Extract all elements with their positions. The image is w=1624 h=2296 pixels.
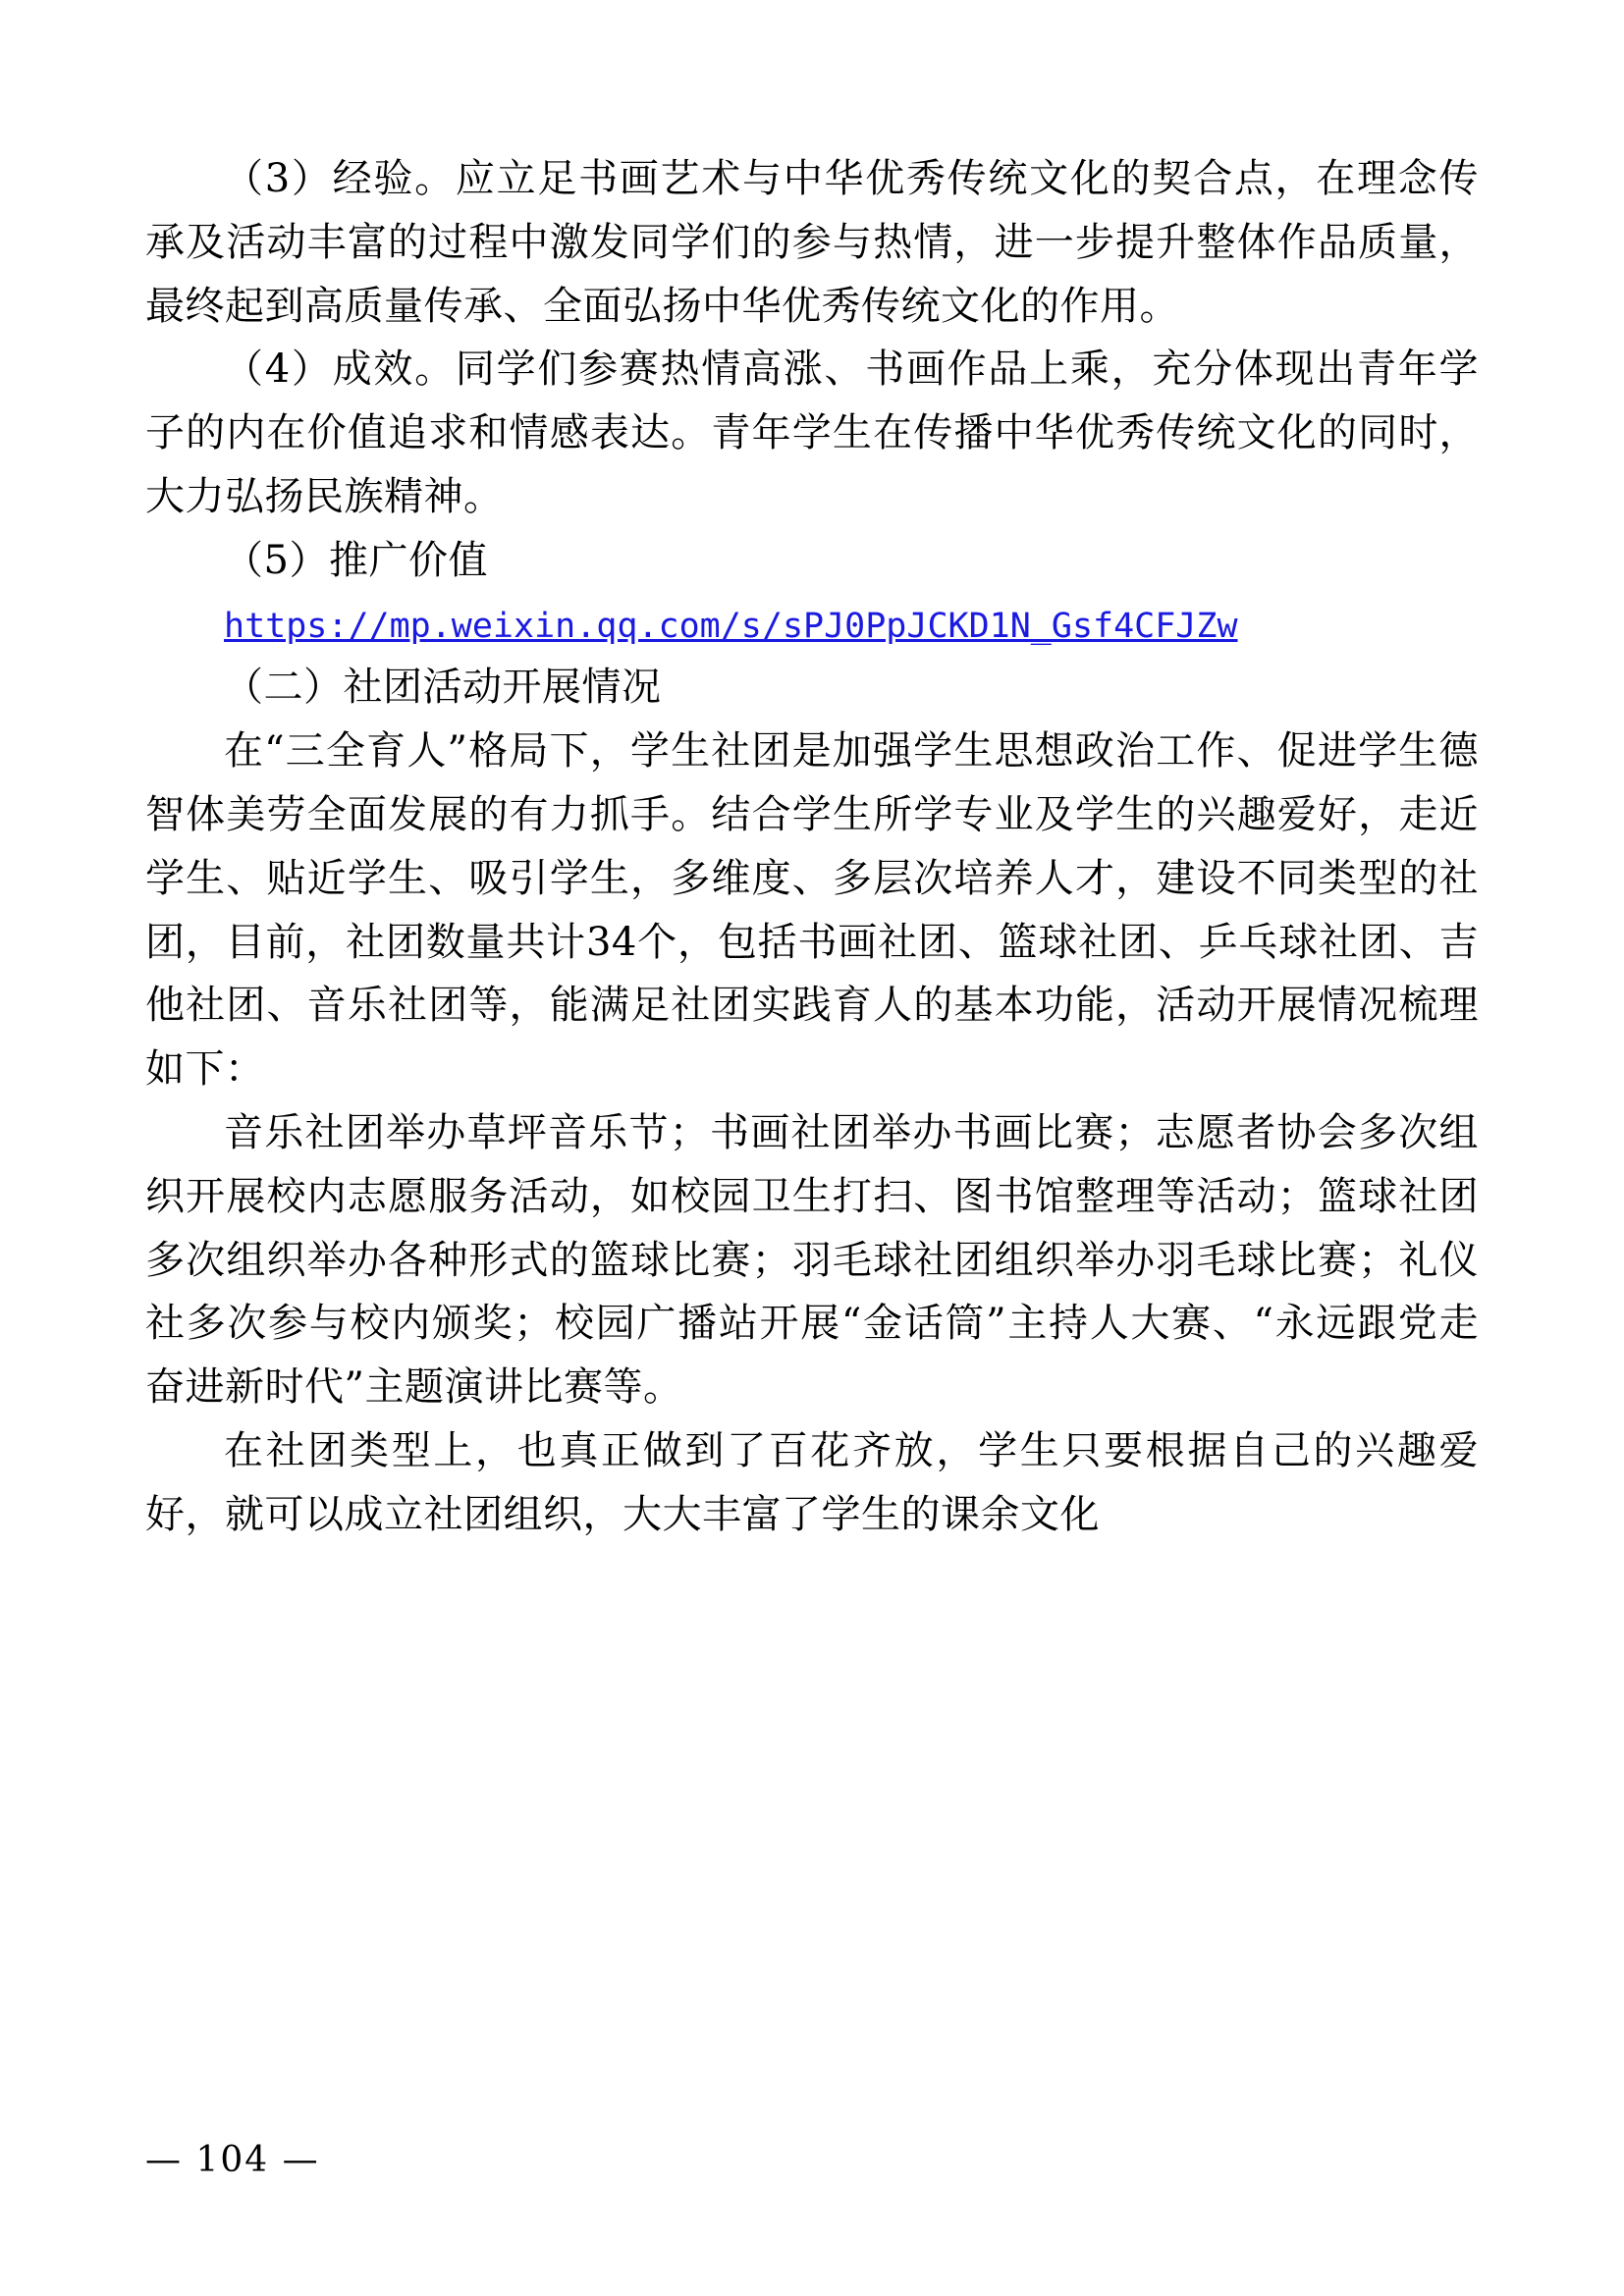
page-number: — 104 — [145,2140,320,2180]
section-heading-club-activities: （二）社团活动开展情况 [224,665,662,711]
document-body [145,147,1479,1547]
paragraph-club-overview: 在“三全育人”格局下，学生社团是加强学生思想政治工作、促进学生德智体美劳全面发展的有力抓手。结合学生所学专业及学生的兴趣爱好，走近学生、贴近学生、吸引学生，多维度、多层次培养人才，建设不同类型的社团，目前，社团数量共计34个，包括书画社团、篮球社团、乒乓球社团、吉他社团、音乐社团等，能满足社团实践育人的基本功能，活动开展情况梳理如下： [145,728,1479,1093]
paragraph-effectiveness: （4）成效。同学们参赛热情高涨、书画作品上乘，充分体现出青年学子的内在价值追求和情感表达。青年学生在传播中华优秀传统文化的同时，大力弘扬民族精神。 [145,347,1479,519]
paragraph-club-activities-list: 音乐社团举办草坪音乐节；书画社团举办书画比赛；志愿者协会多次组织开展校内志愿服务活动，如校园卫生打扫、图书馆整理等活动；篮球社团多次组织举办各种形式的篮球比赛；羽毛球社团组织举办羽毛球比赛；礼仪社多次参与校内颁奖；校园广播站开展“金话筒”主持人大赛、“永远跟党走 奋进新时代”主题演讲比赛等。 [145,1109,1479,1411]
paragraph-promotion-value: （5）推广价值 [224,537,488,583]
article-link[interactable]: https://mp.weixin.qq.com/s/sPJ0PpJCKD1N_Gsf4CFJZw [224,606,1238,646]
link-paragraph [145,593,1479,657]
paragraph-club-types: 在社团类型上，也真正做到了百花齐放，学生只要根据自己的兴趣爱好，就可以成立社团组织，大大丰富了学生的课余文化 [145,1427,1479,1537]
paragraph-experience: （3）经验。应立足书画艺术与中华优秀传统文化的契合点，在理念传承及活动丰富的过程中激发同学们的参与热情，进一步提升整体作品质量，最终起到高质量传承、全面弘扬中华优秀传统文化的作用。 [145,156,1479,329]
